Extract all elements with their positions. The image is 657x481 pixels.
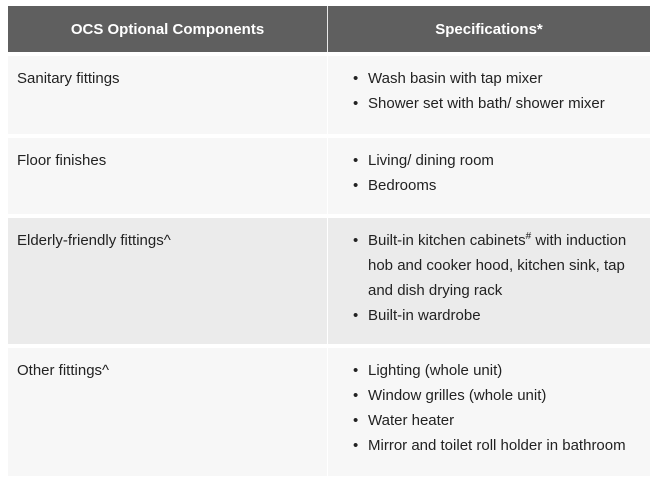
spec-text: Wash basin with tap mixer [368,70,543,87]
table-row [8,56,650,134]
spec-text: Mirror and toilet roll holder in bathroom [368,437,626,454]
table-header-row [8,6,650,52]
spec-item [348,66,640,91]
bullet-icon: • [353,177,359,194]
table-row [8,138,650,214]
component-cell: Other fittings^ [8,348,328,476]
component-cell: Elderly-friendly fittings^ [8,218,328,344]
component-cell: Floor finishes [8,138,328,214]
spec-text: Living/ dining room [368,152,494,169]
spec-item [348,433,640,458]
header-components: OCS Optional Components [8,6,328,52]
spec-item [348,173,640,198]
spec-text: Shower set with bath/ shower mixer [368,95,605,112]
spec-item [348,303,640,328]
spec-cell [328,348,650,476]
spec-text: Built-in wardrobe [368,307,481,324]
spec-list [348,148,640,198]
spec-list [348,66,640,116]
table-row [8,218,650,344]
bullet-icon: • [353,152,359,169]
spec-cell [328,138,650,214]
spec-item [348,358,640,383]
table-row [8,348,650,476]
spec-text: with induction hob and cooker hood, kitchen sink, tap and dish drying rack [368,232,627,299]
bullet-icon: • [353,437,359,454]
spec-text: Lighting (whole unit) [368,362,503,379]
spec-text: Water heater [368,412,455,429]
spec-item [348,408,640,433]
ocs-components-table [8,6,650,476]
spec-text: Bedrooms [368,177,437,194]
spec-list [348,228,640,328]
spec-cell [328,218,650,344]
bullet-icon: • [353,232,359,249]
spec-list [348,358,640,458]
spec-item [348,228,640,303]
spec-cell [328,56,650,134]
component-cell: Sanitary fittings [8,56,328,134]
bullet-icon: • [353,95,359,112]
bullet-icon: • [353,307,359,324]
header-specifications: Specifications* [328,6,650,52]
bullet-icon: • [353,387,359,404]
spec-item [348,383,640,408]
spec-item [348,148,640,173]
bullet-icon: • [353,412,359,429]
spec-item [348,91,640,116]
spec-text: Built-in kitchen cabinets [368,232,526,249]
spec-text: Window grilles (whole unit) [368,387,547,404]
bullet-icon: • [353,70,359,87]
bullet-icon: • [353,362,359,379]
footnote-mark: # [525,231,532,242]
